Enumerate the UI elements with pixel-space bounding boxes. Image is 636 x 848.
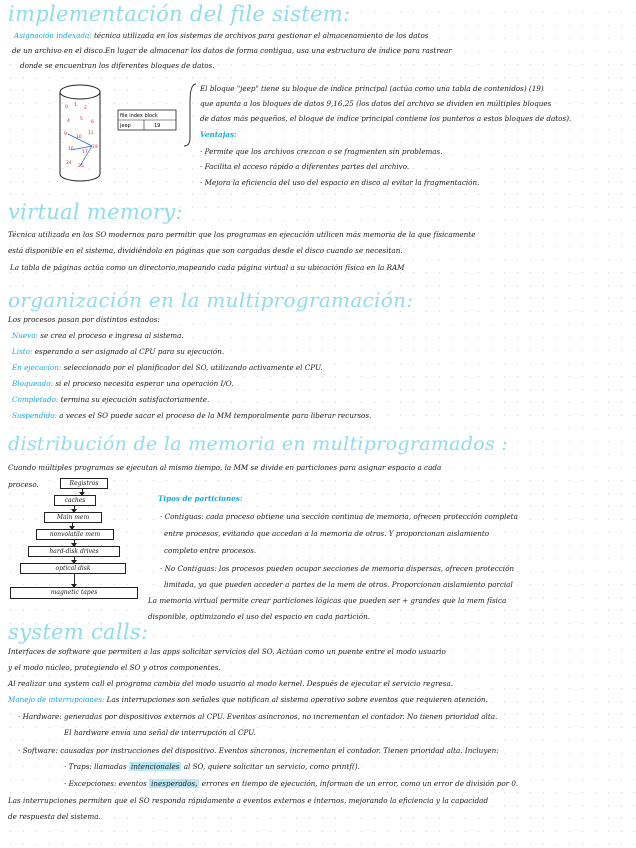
paragraph-asignacion bbox=[14, 29, 429, 43]
text: errores en tiempo de ejecución, informan de un error, como un error de división por 0. bbox=[201, 779, 519, 788]
text: Permite que los archivos crezcan o se fragmenten sin problemas. bbox=[204, 147, 443, 156]
state-label: Bloqueado: bbox=[12, 379, 54, 388]
state-label: Listo: bbox=[12, 347, 33, 356]
excepciones-line: · Excepciones: eventos inesperados, errores en tiempo de ejecución, informan de un error, como un error de división por 0. bbox=[64, 779, 519, 788]
state-label: En ejecución: bbox=[12, 363, 62, 372]
state-item bbox=[12, 361, 323, 375]
disk-desc-line: El bloque "jeep" tiene su bloque de índice principal (actúa como una tabla de contenidos) (19) bbox=[200, 84, 544, 93]
nocontiguas-line: · No Contiguas: los procesos pueden ocupar secciones de memoria dispersas, ofrecen protección bbox=[160, 564, 515, 573]
section-title-system-calls: system calls: bbox=[8, 620, 149, 644]
paragraph-line: Interfaces de software que permiten a las apps solicitar servicios del SO. Actúan como un puente entre el modo usuario bbox=[8, 647, 446, 656]
ventaja-item: · Mejora la eficiencia del uso del espacio en disco al evitar la fragmentación. bbox=[200, 178, 480, 187]
state-item bbox=[12, 393, 209, 407]
state-item bbox=[12, 329, 184, 343]
text: Traps: llamadas bbox=[68, 762, 127, 771]
section-title-distribucion: distribución de la memoria en multiprogramados : bbox=[8, 433, 509, 455]
paragraph-line: de un archivo en el disco.En lugar de almacenar los datos de forma contigua, usa una estructura de índice para rastrear bbox=[12, 46, 452, 55]
disk-index-illustration bbox=[58, 82, 203, 190]
state-label: Nuevo: bbox=[12, 331, 38, 340]
contiguas-line: completo entre procesos. bbox=[164, 546, 257, 555]
term-asignacion-indexada: Asignación indexada: bbox=[14, 31, 92, 40]
state-text: si el proceso necesita esperar una operación I/O. bbox=[55, 379, 234, 388]
text: Hardware: generadas por dispositivos externos al CPU. Eventos asíncronos, no incrementan el contador. No tienen prioridad alta. bbox=[22, 712, 498, 721]
svg-text:0: 0 bbox=[65, 105, 68, 110]
text: Mejora la eficiencia del uso del espacio en disco al evitar la fragmentación. bbox=[204, 178, 480, 187]
contiguas-line: · Contiguas: cada proceso obtiene una sección continua de memoria, ofrecen protección completa bbox=[160, 512, 518, 521]
svg-text:24: 24 bbox=[66, 161, 72, 166]
level-caches: caches bbox=[54, 495, 96, 506]
svg-text:9: 9 bbox=[64, 132, 67, 137]
svg-text:6: 6 bbox=[91, 120, 94, 125]
text: Contiguas: cada proceso obtiene una sección continua de memoria, ofrecen protección completa bbox=[164, 512, 518, 521]
text: Software: causadas por instrucciones del dispositivo. Eventos síncronos, incrementan el contador. Tienen prioridad alta. Incluyen: bbox=[22, 746, 499, 755]
text: Excepciones: eventos bbox=[68, 779, 147, 788]
virtual-partition-line: disponible, optimizando el uso del espacio en cada partición. bbox=[148, 612, 371, 621]
level-nonvolatile-mem: nonvolatile mem bbox=[36, 529, 114, 540]
level-registros: Registros bbox=[60, 478, 108, 489]
state-label: Completado: bbox=[12, 395, 59, 404]
highlight: inesperados, bbox=[151, 779, 198, 788]
svg-text:1: 1 bbox=[74, 103, 77, 108]
virtual-partition-line: La memoria virtual permite crear particiones lógicas que pueden ser + grandes que la mem física bbox=[148, 596, 507, 605]
paragraph-line: donde se encuentran los diferentes bloques de datos. bbox=[20, 61, 215, 70]
level-optical-disk: optical disk bbox=[20, 563, 126, 574]
disk-desc-line: que apunta a los bloques de datos 9,16,25 (los datos del archivo se dividen en múltiples bloques bbox=[200, 99, 552, 108]
contiguas-line: entre procesos, evitando que accedan a la memoria de otros. Y proporcionan aislamiento bbox=[164, 529, 490, 538]
paragraph-line: Cuando múltiples programas se ejecutan al mismo tiempo, la MM se divide en particiones para asignar espacio a cada bbox=[8, 463, 442, 472]
level-magnetic-tapes: magnetic tapes bbox=[10, 587, 138, 599]
software-line: · Software: causadas por instrucciones del dispositivo. Eventos síncronos, incrementan el contador. Tienen prioridad alta. Incluyen: bbox=[18, 746, 499, 755]
arrow-down bbox=[74, 505, 75, 512]
state-item bbox=[12, 409, 371, 423]
svg-text:16: 16 bbox=[68, 147, 74, 152]
nocontiguas-line: limitada, ya que pueden acceder a partes de la mem de otros. Proporcionan aislamiento parcial bbox=[164, 580, 513, 589]
text: al SO, quiere solicitar un servicio, como printf(). bbox=[183, 762, 360, 771]
state-text: esperando a ser asignado al CPU para su ejecución. bbox=[34, 347, 225, 356]
disk-desc-line: de datos más pequeños, el bloque de índice principal contiene los punteros a estos bloques de datos). bbox=[200, 114, 572, 123]
section-title-multiprogramacion: organización en la multiprogramación: bbox=[8, 288, 414, 312]
svg-text:25: 25 bbox=[78, 164, 84, 169]
svg-text:2: 2 bbox=[84, 106, 87, 111]
ventaja-item: · Permite que los archivos crezcan o se fragmenten sin problemas. bbox=[200, 147, 443, 156]
svg-text:17: 17 bbox=[82, 150, 88, 155]
paragraph-line: Técnica utilizada en los SO modernos para permitir que los programas en ejecución utilicen más memoria de la que físicamente bbox=[8, 230, 476, 239]
state-item bbox=[12, 345, 224, 359]
state-text: se crea el proceso e ingresa al sistema. bbox=[40, 331, 184, 340]
paragraph-line: está disponible en el sistema, dividiéndola en páginas que son cargadas desde el disco cuando se necesitan. bbox=[8, 246, 403, 255]
disk-table-file: jeep bbox=[120, 123, 131, 129]
level-main-mem: Main mem bbox=[44, 512, 102, 523]
highlight: intencionales bbox=[130, 762, 180, 771]
state-text: a veces el SO puede sacar el proceso de la MM temporalmente para liberar recursos. bbox=[59, 411, 372, 420]
traps-line: · Traps: llamadas intencionales al SO, quiere solicitar un servicio, como printf(). bbox=[64, 762, 360, 771]
arrow-down bbox=[72, 522, 73, 529]
ventajas-title: Ventajas: bbox=[200, 130, 237, 139]
disk-table-index: 19 bbox=[154, 123, 161, 129]
hardware-line: · Hardware: generadas por dispositivos externos al CPU. Eventos asíncronos, no incrementan el contador. No tienen prioridad alta. bbox=[18, 712, 498, 721]
tipos-title: Tipos de particiones: bbox=[158, 494, 243, 503]
text: No Contiguas: los procesos pueden ocupar secciones de memoria dispersas, ofrecen protección bbox=[164, 564, 515, 573]
paragraph-line: de respuesta del sistema. bbox=[8, 812, 101, 821]
state-text: seleccionado por el planificador del SO, utilizando activamente el CPU. bbox=[63, 363, 323, 372]
paragraph-line: proceso. bbox=[8, 480, 39, 489]
state-label: Suspendido: bbox=[12, 411, 57, 420]
level-hard-disk: hard-disk drives bbox=[28, 546, 120, 557]
svg-text:10: 10 bbox=[76, 135, 82, 140]
arrow-down bbox=[74, 556, 75, 563]
arrow-down bbox=[74, 573, 75, 587]
states-intro: Los procesos pasan por distintos estados: bbox=[8, 315, 160, 324]
text: Las interrupciones son señales que notifican al sistema operativo sobre eventos que requieren atención. bbox=[106, 695, 488, 704]
term-interrupciones: Manejo de interrupciones: bbox=[8, 695, 105, 704]
paragraph-line: y el modo núcleo, protegiendo el SO y otros componentes. bbox=[8, 663, 221, 672]
ventaja-item: · Facilita el acceso rápido a diferentes partes del archivo. bbox=[200, 162, 410, 171]
hardware-line: El hardware envía una señal de interrupción al CPU. bbox=[64, 728, 256, 737]
paragraph-line: Las interrupciones permiten que el SO responda rápidamente a eventos externos e internos, mejorando la eficiencia y la capacidad bbox=[8, 796, 489, 805]
paragraph-line: La tabla de páginas actúa como un directorio,mapeando cada página virtual a su ubicación física en la RAM bbox=[10, 263, 405, 272]
interrupciones-line bbox=[8, 693, 488, 707]
text: técnica utilizada en los sistemas de archivos para gestionar el almacenamiento de los datos bbox=[93, 31, 429, 40]
state-item bbox=[12, 377, 234, 391]
section-title-virtual-memory: virtual memory: bbox=[8, 200, 183, 224]
state-text: termina su ejecución satisfactoriamente. bbox=[60, 395, 210, 404]
arrow-down bbox=[74, 539, 75, 546]
text: Facilita el acceso rápido a diferentes partes del archivo. bbox=[204, 162, 410, 171]
svg-text:4: 4 bbox=[67, 119, 70, 124]
section-title-file-system: implementación del file sistem: bbox=[8, 2, 351, 26]
disk-table-header: file index block bbox=[120, 113, 158, 119]
svg-text:5: 5 bbox=[80, 117, 83, 122]
paragraph-line: Al realizar una system call el programa cambia del modo usuario al modo kernel. Después de ejecutar el servicio regresa. bbox=[8, 679, 454, 688]
arrow-down bbox=[82, 488, 83, 495]
svg-text:19: 19 bbox=[92, 145, 98, 150]
svg-text:11: 11 bbox=[88, 131, 94, 136]
